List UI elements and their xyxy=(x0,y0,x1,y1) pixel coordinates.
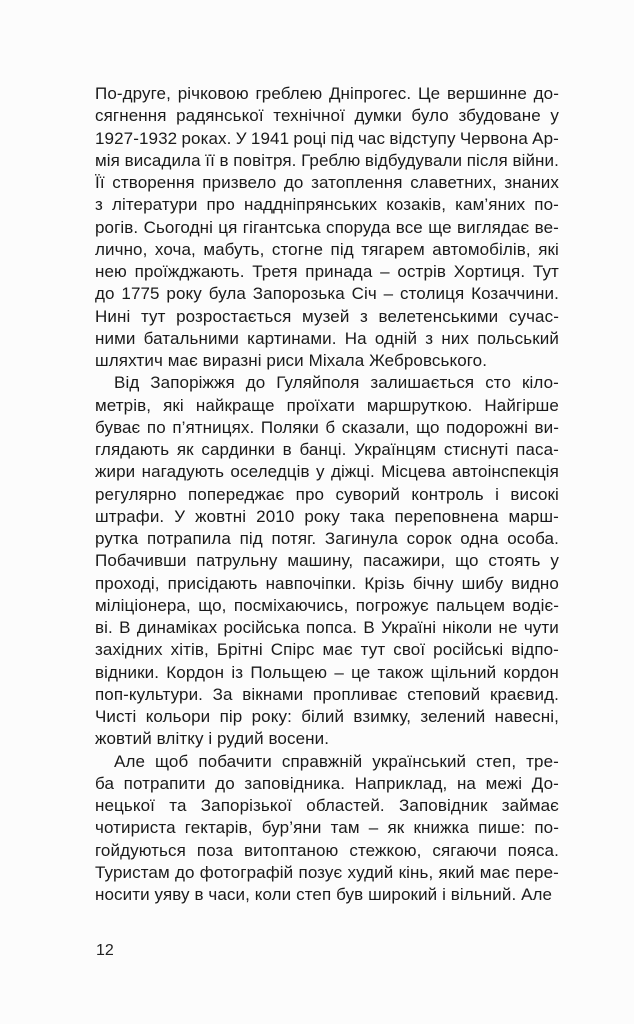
page-number: 12 xyxy=(96,942,114,959)
text-line: метрів, які найкраще проїхати маршруткою. Найгірше xyxy=(95,395,559,415)
paragraph xyxy=(95,83,559,372)
text-line: чотириста гектарів, бур’яни там – як книжка пише: по- xyxy=(95,818,559,838)
text-line: буває по п’ятницях. Поляки б сказали, що подорожні ви- xyxy=(95,417,559,437)
text-line: гойдуються поза витоптаною стежкою, сягаючи пояса. xyxy=(95,840,559,860)
text-line: до 1775 року була Запорозька Січ – столиця Козаччини. xyxy=(95,284,559,304)
text-line: західних хітів, Брітні Спірс має тут свої російські відпо- xyxy=(95,640,559,660)
text-line: Від Запоріжжя до Гуляйполя залишається сто кіло- xyxy=(114,373,559,393)
text-line: По-друге, річковою греблею Дніпрогес. Це вершинне до- xyxy=(95,84,559,103)
text-line: шляхтич має виразні риси Міхала Жебровського. xyxy=(95,351,488,370)
text-line: носити уяву в часи, коли степ був широкий і вільний. Але xyxy=(95,885,553,904)
text-line: ба потрапити до заповідника. Наприклад, на межі До- xyxy=(95,773,559,793)
text-line: ві. В динаміках російська попса. В Україні ніколи не чути xyxy=(95,618,559,637)
text-line: проході, присідають навпочіпки. Крізь бічну шибу видно xyxy=(95,573,559,593)
text-line: ними батальними картинами. На одній з них польський xyxy=(95,328,559,348)
text-line: штрафи. У жовтні 2010 року така переповнена марш- xyxy=(95,506,559,526)
text-line: Але щоб побачити справжній український степ, тре- xyxy=(114,751,559,771)
text-line: мія висадила її в повітря. Греблю відбудували після війни. xyxy=(95,150,559,170)
text-line: глядають як сардинки в банці. Українцям стиснуті паса- xyxy=(95,440,559,459)
text-line: Нині тут розростається музей з велетенськими сучас- xyxy=(95,306,559,326)
text-line: жовтий влітку і рудий восени. xyxy=(95,729,330,749)
text-line: Туристам до фотографій позує худий кінь, який має пере- xyxy=(95,862,559,882)
text-line: Чисті кольори пір року: білий взимку, зелений навесні, xyxy=(95,707,559,726)
text-line: нею проїжджають. Третя принада – острів Хортиця. Тут xyxy=(95,262,559,281)
text-line: рогів. Сьогодні ця гігантська споруда все ще виглядає ве- xyxy=(95,217,559,237)
text-line: з літератури про наддніпрянських козаків, кам’яних по- xyxy=(95,195,559,215)
text-line: Її створення призвело до затоплення славетних, знаних xyxy=(95,173,559,192)
text-line: рутка потрапила під потяг. Загинула сорок одна особа. xyxy=(95,529,559,548)
text-line: жири нагадують оселедців у діжці. Місцева автоінспекція xyxy=(95,462,559,482)
text-line: лично, хоча, мабуть, стогне під тягарем автомобілів, які xyxy=(95,239,559,259)
text-line: сягнення радянської технічної думки було збудоване у xyxy=(95,106,559,126)
paragraph xyxy=(95,751,559,907)
text-line: міліціонера, що, посміхаючись, погрожує пальцем водіє- xyxy=(95,595,559,615)
text-line: поп-культури. За вікнами пропливає степовий краєвид. xyxy=(95,684,559,704)
text-line: регулярно попереджає про суворий контроль і високі xyxy=(95,484,559,504)
paragraph xyxy=(95,372,559,750)
text-line: Побачивши патрульну машину, пасажири, що стоять у xyxy=(95,551,559,571)
text-line: 1927-1932 роках. У 1941 році під час відступу Червона Ар- xyxy=(95,128,559,148)
text-line: відники. Кордон із Польщею – це також щільний кордон xyxy=(95,662,559,682)
body-text xyxy=(95,83,559,906)
text-line: нецької та Запорізької областей. Заповідник займає xyxy=(95,796,559,815)
